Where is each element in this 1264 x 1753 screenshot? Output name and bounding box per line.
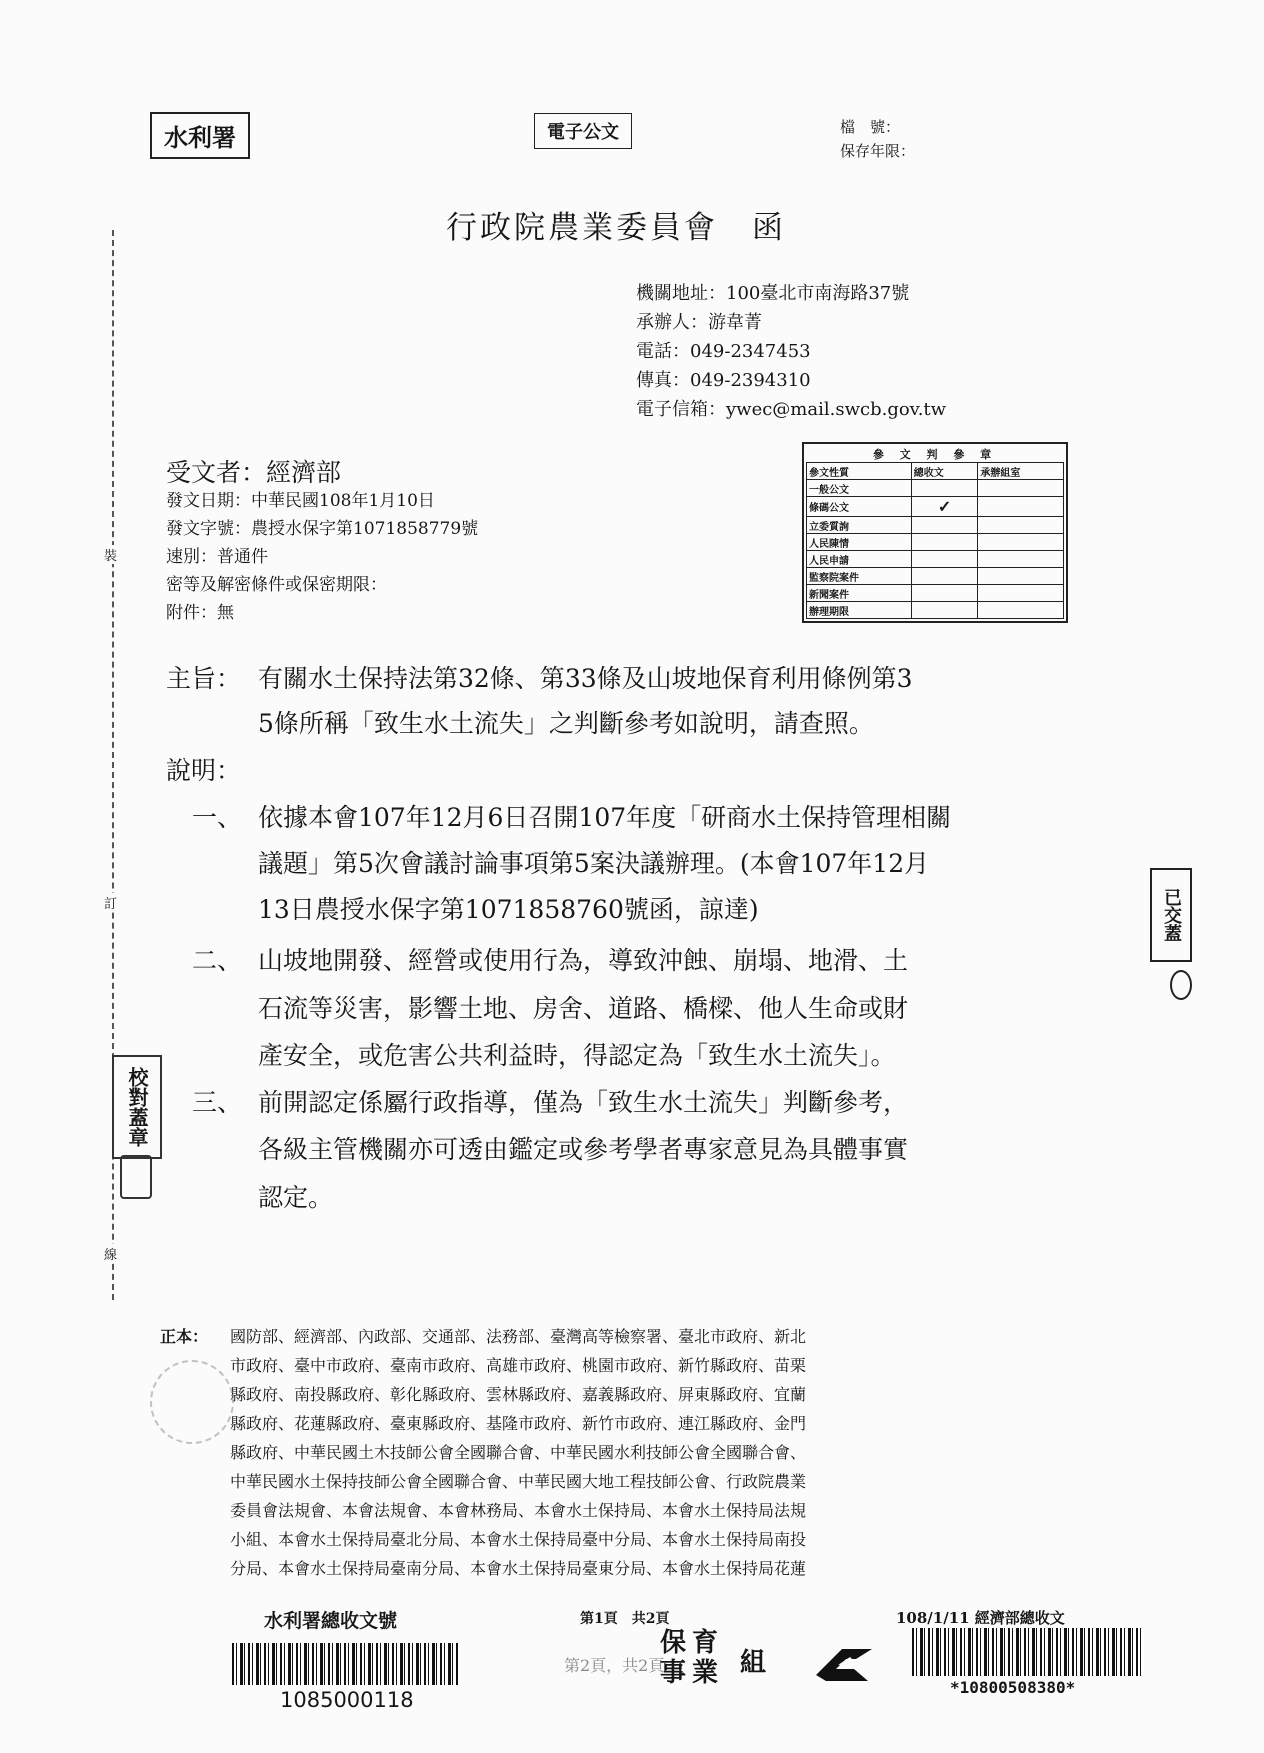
stamp-check: ✓ [911, 497, 978, 517]
cc-line: 中華民國水土保持技師公會全國聯合會、中華民國大地工程技師公會、行政院農業 [230, 1472, 807, 1491]
item-number: 一、 [192, 803, 243, 832]
document-number: 發文字號：農授水保字第1071858779號 [166, 519, 479, 539]
document-meta [166, 487, 478, 627]
stamp-header: 參文性質 [807, 463, 912, 480]
page-info: 第1頁 共2頁 [580, 1611, 670, 1627]
proofread-seal: 校對蓋章 [112, 1055, 162, 1159]
item-line: 認定。 [258, 1183, 334, 1212]
item-number: 三、 [192, 1088, 243, 1117]
stamp-check [911, 534, 978, 551]
agency-stamp-box: 水利署 [150, 112, 250, 159]
stamp-check [911, 585, 978, 602]
file-number-label: 檔 號： [840, 118, 901, 136]
routing-stamp [802, 442, 1068, 623]
recipient: 受文者：經濟部 [166, 458, 342, 487]
logo-icon [812, 1645, 874, 1685]
attachment: 附件：無 [166, 603, 234, 623]
cc-line: 縣政府、中華民國土木技師公會全國聯合會、中華民國水利技師公會全國聯合會、 [230, 1443, 807, 1462]
ministry-receipt-label: 108/1/11 經濟部總收文 [896, 1609, 1065, 1627]
item-line: 依據本會107年12月6日召開107年度「研商水土保持管理相關 [258, 803, 952, 832]
stamp-check [911, 480, 978, 497]
receipt-barcode [232, 1643, 460, 1685]
seal-mark [120, 1155, 152, 1199]
stamp-row-label: 立委質詢 [807, 517, 912, 534]
cc-line: 國防部、經濟部、內政部、交通部、法務部、臺灣高等檢察署、臺北市政府、新北 [230, 1327, 807, 1346]
group-stamp-side: 組 [740, 1648, 767, 1678]
handler: 承辦人：游韋菁 [636, 312, 762, 333]
address: 機關地址：100臺北市南海路37號 [636, 283, 910, 304]
item-line: 議題」第5次會議討論事項第5案決議辦理。(本會107年12月 [258, 849, 930, 878]
cc-label: 正本： [160, 1327, 209, 1346]
stamp-row-label: 辦理期限 [807, 602, 912, 619]
stamp-row-label: 監察院案件 [807, 568, 912, 585]
secrecy: 密等及解密條件或保密期限： [166, 575, 387, 595]
stamp-check [911, 551, 978, 568]
issue-date: 發文日期：中華民國108年1月10日 [166, 491, 435, 511]
item-number: 二、 [192, 946, 243, 975]
receipt-label: 水利署總收文號 [264, 1610, 398, 1632]
stamp-check [911, 517, 978, 534]
item-line: 產安全，或危害公共利益時，得認定為「致生水土流失」。 [258, 1041, 896, 1070]
binding-char: 訂 [104, 893, 117, 912]
item-line: 各級主管機關亦可透由鑑定或參考學者專家意見為具體事實 [258, 1135, 909, 1164]
routing-stamp-table [806, 462, 1064, 619]
contact-info [636, 279, 946, 424]
stamp-header: 總收文 [911, 463, 978, 480]
subject-line: 有關水土保持法第32條、第33條及山坡地保育利用條例第3 [258, 664, 913, 693]
speed: 速別：普通件 [166, 547, 268, 567]
binding-char: 裝 [104, 545, 117, 564]
ministry-barcode-number: *10800508380* [950, 1678, 1076, 1697]
explanation-label: 說明： [166, 756, 242, 785]
group-stamp-top: 保育 [660, 1628, 725, 1658]
item-line: 13日農授水保字第1071858760號函，諒達) [258, 895, 759, 924]
cc-list [230, 1322, 1070, 1583]
cc-line: 分局、本會水土保持局臺南分局、本會水土保持局臺東分局、本會水土保持局花蓮 [230, 1559, 807, 1578]
e-document-box: 電子公文 [534, 113, 632, 149]
item-line: 山坡地開發、經營或使用行為，導致沖蝕、崩塌、地滑、土 [258, 946, 909, 975]
received-seal: 已交蓋 [1150, 868, 1192, 962]
ministry-barcode [912, 1628, 1144, 1676]
stamp-check [911, 602, 978, 619]
seal-mark [1170, 970, 1192, 1000]
receipt-number: 1085000118 [280, 1688, 414, 1712]
stamp-row-label: 人民申請 [807, 551, 912, 568]
page-info-faint: 第2頁，共2頁 [564, 1656, 665, 1675]
stamp-row-label: 條碼公文 [807, 497, 912, 517]
routing-stamp-title: 參 文 判 參 章 [872, 448, 998, 461]
stamp-row-label: 新聞案件 [807, 585, 912, 602]
item-line: 前開認定係屬行政指導，僅為「致生水土流失」判斷參考， [258, 1088, 909, 1117]
retention-period-label: 保存年限： [840, 142, 916, 160]
stamp-row-label: 一般公文 [807, 480, 912, 497]
cc-line: 縣政府、花蓮縣政府、臺東縣政府、基隆市政府、新竹市政府、連江縣政府、金門 [230, 1414, 807, 1433]
cc-line: 縣政府、南投縣政府、彰化縣政府、雲林縣政府、嘉義縣政府、屏東縣政府、宜蘭 [230, 1385, 807, 1404]
postmark [150, 1360, 234, 1444]
stamp-check [911, 568, 978, 585]
email: 電子信箱：ywec@mail.swcb.gov.tw [636, 399, 947, 420]
cc-line: 委員會法規會、本會法規會、本會林務局、本會水土保持局、本會水土保持局法規 [230, 1501, 807, 1520]
group-stamp-bottom: 事業 [660, 1658, 725, 1688]
item-line: 石流等災害，影響土地、房舍、道路、橋樑、他人生命或財 [258, 994, 909, 1023]
subject-label: 主旨： [166, 664, 242, 693]
cc-line: 市政府、臺中市政府、臺南市政府、高雄市政府、桃園市政府、新竹縣政府、苗栗 [230, 1356, 807, 1375]
fax: 傳真：049-2394310 [636, 370, 811, 391]
binding-char: 線 [104, 1244, 117, 1263]
group-stamp [660, 1628, 724, 1688]
stamp-header: 承辦組室 [978, 463, 1064, 480]
subject-line: 5條所稱「致生水土流失」之判斷參考如說明，請查照。 [258, 709, 874, 738]
stamp-row-label: 人民陳情 [807, 534, 912, 551]
page-title: 行政院農業委員會 函 [446, 210, 786, 246]
cc-line: 小組、本會水土保持局臺北分局、本會水土保持局臺中分局、本會水土保持局南投 [230, 1530, 807, 1549]
phone: 電話：049-2347453 [636, 341, 811, 362]
